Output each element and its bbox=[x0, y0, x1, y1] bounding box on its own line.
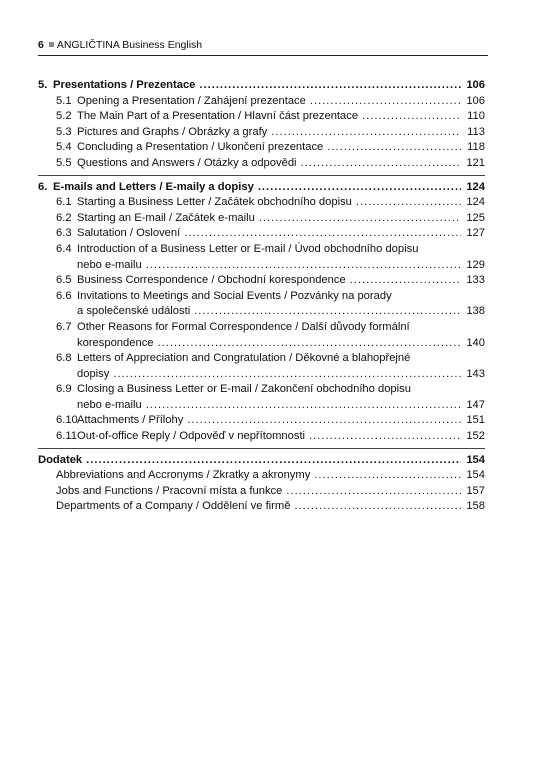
entry-number: 6.6 bbox=[56, 289, 72, 302]
entry-number: 6.5 bbox=[56, 274, 72, 287]
entry-title: Other Reasons for Formal Correspondence / Další důvody formální bbox=[77, 320, 410, 333]
entry-number: 5.2 bbox=[56, 110, 72, 123]
entry-title-continued: korespondence bbox=[77, 336, 154, 349]
entry-title: Introduction of a Business Letter or E-mail / Úvod obchodního dopisu bbox=[77, 242, 419, 255]
toc-entry-5-5[interactable] bbox=[38, 156, 485, 172]
entry-number: 5.3 bbox=[56, 125, 72, 138]
chapter-title: E-mails and Letters / E-maily a dopisy bbox=[53, 180, 254, 193]
entry-number: 6.3 bbox=[56, 227, 72, 240]
page-ref: 138 bbox=[466, 305, 485, 318]
page-ref: 118 bbox=[467, 141, 485, 154]
dot-leader bbox=[199, 78, 461, 94]
toc-entry-6-8[interactable] bbox=[38, 351, 485, 367]
page-ref: 124 bbox=[466, 180, 485, 193]
toc-entry-6-7-continued[interactable] bbox=[38, 336, 485, 352]
appendix-title: Dodatek bbox=[38, 453, 83, 466]
square-bullet-icon bbox=[49, 42, 54, 47]
chapter-number: 5. bbox=[38, 79, 48, 91]
toc-appendix[interactable] bbox=[38, 453, 485, 469]
entry-number: 6.7 bbox=[56, 320, 72, 333]
page-ref: 129 bbox=[466, 258, 485, 271]
toc-entry-5-1[interactable] bbox=[38, 94, 485, 110]
entry-title-continued: a společenské události bbox=[77, 305, 191, 318]
entry-title: Starting an E-mail / Začátek e-mailu bbox=[77, 211, 255, 224]
entry-title: Business Correspondence / Obchodní korespondence bbox=[77, 274, 346, 287]
page-ref: 121 bbox=[466, 156, 485, 169]
dot-leader bbox=[86, 453, 461, 469]
entry-number: 6.10 bbox=[56, 414, 78, 427]
toc-chapter-6[interactable] bbox=[38, 180, 485, 196]
toc-entry-6-6[interactable] bbox=[38, 289, 485, 305]
dot-leader bbox=[301, 156, 461, 172]
page-ref: 127 bbox=[466, 227, 485, 240]
dot-leader bbox=[146, 258, 461, 274]
entry-title: Opening a Presentation / Zahájení prezentace bbox=[77, 94, 306, 107]
section-divider bbox=[38, 448, 485, 449]
toc-entry-6-9-continued[interactable] bbox=[38, 398, 485, 414]
entry-title-continued: dopisy bbox=[77, 367, 110, 380]
page-number: 6 bbox=[38, 39, 44, 51]
page-ref: 151 bbox=[466, 414, 485, 427]
page-ref: 154 bbox=[466, 453, 485, 466]
toc-chapter-5[interactable] bbox=[38, 78, 485, 94]
dot-leader bbox=[194, 304, 461, 320]
entry-number: 5.4 bbox=[56, 141, 72, 154]
entry-number: 6.8 bbox=[56, 352, 72, 365]
entry-title: Jobs and Functions / Pracovní místa a funkce bbox=[56, 484, 283, 497]
toc-entry-6-3[interactable] bbox=[38, 226, 485, 242]
chapter-number: 6. bbox=[38, 180, 48, 193]
table-of-contents bbox=[38, 78, 485, 515]
dot-leader bbox=[350, 273, 461, 289]
page-ref: 143 bbox=[466, 367, 485, 380]
toc-appendix-entry-2[interactable] bbox=[38, 484, 485, 500]
toc-entry-6-1[interactable] bbox=[38, 195, 485, 211]
toc-entry-6-9[interactable] bbox=[38, 382, 485, 398]
toc-appendix-entry-1[interactable] bbox=[38, 468, 485, 484]
toc-entry-5-2[interactable] bbox=[38, 109, 485, 125]
toc-entry-6-10[interactable] bbox=[38, 413, 485, 429]
toc-entry-6-2[interactable] bbox=[38, 211, 485, 227]
entry-number: 5.1 bbox=[56, 94, 72, 107]
page-ref: 147 bbox=[466, 398, 485, 411]
dot-leader bbox=[259, 211, 461, 227]
dot-leader bbox=[113, 367, 461, 383]
page-ref: 106 bbox=[466, 79, 485, 91]
page-ref: 157 bbox=[466, 484, 485, 497]
entry-number: 6.11 bbox=[56, 430, 77, 443]
toc-entry-6-4[interactable] bbox=[38, 242, 485, 258]
toc-entry-5-4[interactable] bbox=[38, 140, 485, 156]
page-ref: 125 bbox=[466, 211, 485, 224]
entry-title: Letters of Appreciation and Congratulation / Děkovné a blahopřejné bbox=[77, 352, 411, 365]
entry-number: 6.4 bbox=[56, 242, 72, 255]
chapter-title: Presentations / Prezentace bbox=[53, 79, 196, 91]
page-ref: 106 bbox=[466, 94, 485, 107]
entry-title: Pictures and Graphs / Obrázky a grafy bbox=[77, 125, 268, 138]
entry-number: 6.2 bbox=[56, 211, 72, 224]
page-ref: 113 bbox=[467, 125, 485, 138]
dot-leader bbox=[271, 125, 461, 141]
dot-leader bbox=[362, 109, 461, 125]
entry-title: Out-of-office Reply / Odpověď v nepřítomnosti bbox=[77, 430, 306, 443]
section-divider bbox=[38, 175, 485, 176]
dot-leader bbox=[158, 336, 461, 352]
entry-title: The Main Part of a Presentation / Hlavní část prezentace bbox=[77, 110, 359, 123]
entry-title: Abbreviations and Accronyms / Zkratky a akronymy bbox=[56, 469, 311, 482]
entry-title: Questions and Answers / Otázky a odpovědi bbox=[77, 156, 297, 169]
toc-entry-6-4-continued[interactable] bbox=[38, 258, 485, 274]
toc-entry-6-8-continued[interactable] bbox=[38, 367, 485, 383]
dot-leader bbox=[187, 413, 461, 429]
running-title: ANGLIČTINA Business English bbox=[56, 39, 203, 51]
page-ref: 140 bbox=[466, 336, 485, 349]
toc-entry-6-11[interactable] bbox=[38, 429, 485, 445]
entry-title: Attachments / Přílohy bbox=[77, 414, 184, 427]
entry-title: Starting a Business Letter / Začátek obchodního dopisu bbox=[77, 196, 352, 209]
running-header bbox=[38, 38, 486, 52]
toc-entry-6-6-continued[interactable] bbox=[38, 304, 485, 320]
dot-leader bbox=[314, 468, 461, 484]
entry-title: Salutation / Oslovení bbox=[77, 227, 181, 240]
dot-leader bbox=[327, 140, 461, 156]
header-rule bbox=[38, 55, 488, 56]
dot-leader bbox=[310, 94, 461, 110]
entry-number: 5.5 bbox=[56, 156, 72, 169]
page-ref: 154 bbox=[466, 469, 485, 482]
entry-title: Concluding a Presentation / Ukončení prezentace bbox=[77, 141, 324, 154]
page-ref: 110 bbox=[467, 110, 485, 123]
dot-leader bbox=[356, 195, 461, 211]
entry-title: Closing a Business Letter or E-mail / Zakončení obchodního dopisu bbox=[77, 383, 411, 396]
page-ref: 133 bbox=[466, 274, 485, 287]
entry-number: 6.1 bbox=[56, 196, 72, 209]
toc-entry-5-3[interactable] bbox=[38, 125, 485, 141]
toc-appendix-entry-3[interactable] bbox=[38, 499, 485, 515]
dot-leader bbox=[258, 180, 461, 196]
page-ref: 152 bbox=[466, 430, 485, 443]
toc-entry-6-5[interactable] bbox=[38, 273, 485, 289]
entry-number: 6.9 bbox=[56, 383, 72, 396]
entry-title: Departments of a Company / Oddělení ve firmě bbox=[56, 500, 291, 513]
dot-leader bbox=[309, 429, 461, 445]
entry-title-continued: nebo e-mailu bbox=[77, 398, 142, 411]
toc-entry-6-7[interactable] bbox=[38, 320, 485, 336]
dot-leader bbox=[294, 499, 461, 515]
dot-leader bbox=[184, 226, 461, 242]
entry-title: Invitations to Meetings and Social Events / Pozvánky na porady bbox=[77, 289, 392, 302]
dot-leader bbox=[286, 484, 461, 500]
entry-title-continued: nebo e-mailu bbox=[77, 258, 142, 271]
page-ref: 124 bbox=[466, 196, 485, 209]
page-ref: 158 bbox=[466, 500, 485, 513]
dot-leader bbox=[146, 398, 461, 414]
